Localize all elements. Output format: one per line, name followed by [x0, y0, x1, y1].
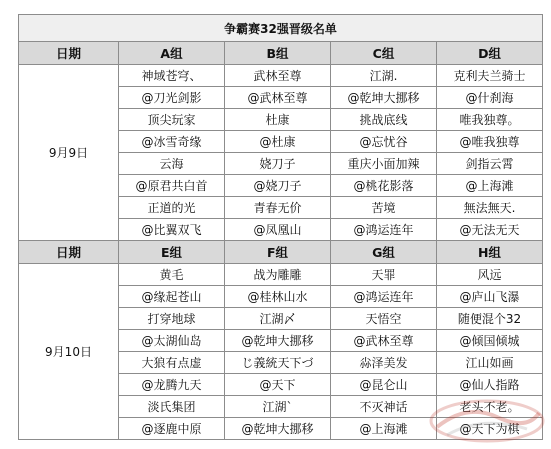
player-name-cell: 天罪 — [331, 264, 437, 286]
column-header-group: A组 — [119, 42, 225, 65]
server-name-cell: @冰雪奇缘 — [119, 131, 225, 153]
player-name-cell: 大狼有点虚 — [119, 352, 225, 374]
player-name-cell: 挑战底线 — [331, 109, 437, 131]
player-name-cell: 江湖〆 — [225, 308, 331, 330]
column-header-group: F组 — [225, 241, 331, 264]
date-cell: 9月9日 — [19, 65, 119, 241]
player-name-cell: 打穿地球 — [119, 308, 225, 330]
server-name-cell: @庐山飞瀑 — [437, 286, 543, 308]
column-header-group: H组 — [437, 241, 543, 264]
column-header-date: 日期 — [19, 42, 119, 65]
player-name-cell: 云海 — [119, 153, 225, 175]
server-name-cell: @原君共白首 — [119, 175, 225, 197]
player-name-cell: 江湖. — [331, 65, 437, 87]
player-name-cell: 淡氏集团 — [119, 396, 225, 418]
player-name-cell: 剑指云霄 — [437, 153, 543, 175]
player-name-cell: 老头不老。 — [437, 396, 543, 418]
server-name-cell: @刀光剑影 — [119, 87, 225, 109]
player-name-cell: 青春无价 — [225, 197, 331, 219]
title-row — [19, 15, 543, 42]
server-name-cell: @无法无天 — [437, 219, 543, 241]
column-header-group: G组 — [331, 241, 437, 264]
player-name-cell: 尛泽美发 — [331, 352, 437, 374]
table-title: 争霸赛32强晋级名单 — [19, 15, 543, 42]
column-header-group: B组 — [225, 42, 331, 65]
server-name-cell: @杜康 — [225, 131, 331, 153]
column-header-date: 日期 — [19, 241, 119, 264]
player-name-cell: 风远 — [437, 264, 543, 286]
server-name-cell: @武林至尊 — [225, 87, 331, 109]
player-name-cell: 杜康 — [225, 109, 331, 131]
server-name-cell: @太湖仙岛 — [119, 330, 225, 352]
column-header-group: E组 — [119, 241, 225, 264]
server-name-cell: @乾坤大挪移 — [331, 87, 437, 109]
table-row — [19, 65, 543, 87]
player-name-cell: 娆刀子 — [225, 153, 331, 175]
header-row — [19, 42, 543, 65]
player-name-cell: 黄毛 — [119, 264, 225, 286]
player-name-cell: 江山如画 — [437, 352, 543, 374]
server-name-cell: @逐鹿中原 — [119, 418, 225, 440]
server-name-cell: @什刹海 — [437, 87, 543, 109]
server-name-cell: @乾坤大挪移 — [225, 330, 331, 352]
player-name-cell: 無法無天. — [437, 197, 543, 219]
server-name-cell: @仙人指路 — [437, 374, 543, 396]
player-name-cell: 克利夫兰骑士 — [437, 65, 543, 87]
server-name-cell: @昆仑山 — [331, 374, 437, 396]
server-name-cell: @武林至尊 — [331, 330, 437, 352]
qualifier-table — [18, 14, 543, 440]
server-name-cell: @鸿运连年 — [331, 286, 437, 308]
player-name-cell: 随便混个32 — [437, 308, 543, 330]
server-name-cell: @娆刀子 — [225, 175, 331, 197]
player-name-cell: 战为雕雕 — [225, 264, 331, 286]
server-name-cell: @桃花影落 — [331, 175, 437, 197]
player-name-cell: 江湖` — [225, 396, 331, 418]
server-name-cell: @唯我独尊 — [437, 131, 543, 153]
server-name-cell: @倾国倾城 — [437, 330, 543, 352]
table-row — [19, 264, 543, 286]
server-name-cell: @鸿运连年 — [331, 219, 437, 241]
server-name-cell: @桂林山水 — [225, 286, 331, 308]
server-name-cell: @凤凰山 — [225, 219, 331, 241]
date-cell: 9月10日 — [19, 264, 119, 440]
column-header-group: C组 — [331, 42, 437, 65]
player-name-cell: 不灭神话 — [331, 396, 437, 418]
server-name-cell: @上海滩 — [437, 175, 543, 197]
player-name-cell: 神域苍穹、 — [119, 65, 225, 87]
server-name-cell: @龙腾九天 — [119, 374, 225, 396]
server-name-cell: @天下 — [225, 374, 331, 396]
header-row — [19, 241, 543, 264]
server-name-cell: @比翼双飞 — [119, 219, 225, 241]
server-name-cell: @天下为棋 — [437, 418, 543, 440]
server-name-cell: @忘忧谷 — [331, 131, 437, 153]
server-name-cell: @上海滩 — [331, 418, 437, 440]
player-name-cell: 顶尖玩家 — [119, 109, 225, 131]
column-header-group: D组 — [437, 42, 543, 65]
server-name-cell: @缘起苍山 — [119, 286, 225, 308]
player-name-cell: 武林至尊 — [225, 65, 331, 87]
server-name-cell: @乾坤大挪移 — [225, 418, 331, 440]
player-name-cell: じ義統天下づ — [225, 352, 331, 374]
player-name-cell: 天悟空 — [331, 308, 437, 330]
player-name-cell: 苦境 — [331, 197, 437, 219]
player-name-cell: 重庆小面加辣 — [331, 153, 437, 175]
player-name-cell: 唯我独尊。 — [437, 109, 543, 131]
player-name-cell: 正道的光 — [119, 197, 225, 219]
